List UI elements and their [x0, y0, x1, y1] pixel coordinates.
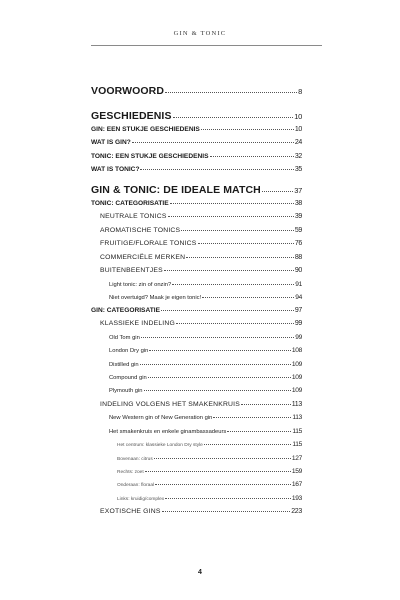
toc-entry-label: GIN: EEN STUKJE GESCHIEDENIS: [91, 126, 200, 133]
toc-entry-page: 10: [294, 126, 302, 133]
toc-entry-label: Onderaan: floraal: [117, 483, 155, 488]
toc-leader: [173, 117, 294, 118]
toc-entry-page: 10: [294, 112, 302, 121]
toc-leader: [201, 129, 294, 130]
toc-entry: [100, 401, 302, 408]
toc-entry: [109, 387, 302, 394]
toc-entry-label: TONIC: CATEGORISATIE: [91, 200, 169, 207]
toc-entry-page: 35: [294, 166, 302, 173]
toc-entry: [109, 428, 302, 435]
toc-entry: [91, 166, 302, 173]
toc-entry: [91, 126, 302, 133]
toc-entry: [117, 455, 302, 462]
toc-entry-label: Plymouth gin: [109, 388, 143, 394]
toc-entry: [100, 240, 302, 247]
toc-entry: [91, 184, 302, 196]
toc-entry: [117, 495, 302, 502]
toc-entry: [109, 294, 302, 301]
toc-leader: [162, 511, 291, 512]
toc-entry: [91, 110, 302, 122]
toc-leader: [164, 270, 294, 271]
toc-entry-label: EXOTISCHE GINS: [100, 508, 161, 515]
toc-entry-label: Rechts: zoet: [117, 470, 144, 475]
toc-entry-page: 59: [294, 227, 302, 234]
toc-entry-label: NEUTRALE TONICS: [100, 213, 167, 220]
toc-entry: [91, 139, 302, 146]
toc-leader: [168, 216, 294, 217]
toc-entry-page: 109: [291, 361, 302, 368]
toc-entry-page: 39: [294, 213, 302, 220]
toc-leader: [140, 364, 291, 365]
toc-entry: [91, 200, 302, 207]
toc-entry-label: Niet overtuigd? Maak je eigen tonic!: [109, 295, 202, 301]
toc-entry-label: WAT IS TONIC?: [91, 166, 140, 173]
toc-entry-label: New Western gin of New Generation gin: [109, 415, 213, 421]
toc-entry-label: Het centrum: klassieke London Dry style: [117, 443, 203, 448]
toc-entry-page: 97: [294, 307, 302, 314]
toc-leader: [241, 404, 291, 405]
toc-entry-page: 167: [291, 481, 302, 488]
toc-entry: [117, 481, 302, 488]
toc-leader: [172, 284, 294, 285]
toc-leader: [155, 484, 291, 485]
toc-leader: [165, 92, 297, 93]
toc-leader: [165, 498, 291, 499]
toc-leader: [176, 323, 294, 324]
toc-leader: [181, 230, 294, 231]
toc-leader: [198, 243, 294, 244]
toc-entry-label: Bovenaan: citrus: [117, 457, 153, 462]
toc-entry-label: COMMERCIËLE MERKEN: [100, 254, 186, 261]
toc-entry-label: TONIC: EEN STUKJE GESCHIEDENIS: [91, 153, 209, 160]
toc-entry-label: GESCHIEDENIS: [91, 110, 172, 122]
toc-entry-page: 24: [294, 139, 302, 146]
toc-leader: [213, 417, 291, 418]
toc-entry-label: VOORWOORD: [91, 85, 165, 97]
toc-entry-label: Light tonic: zin of onzin?: [109, 282, 172, 288]
toc-entry-label: GIN: CATEGORISATIE: [91, 307, 160, 314]
toc-entry: [100, 267, 302, 274]
toc-leader: [154, 458, 291, 459]
toc-entry-page: 115: [292, 428, 302, 435]
toc-entry-page: 32: [294, 153, 302, 160]
toc-entry-page: 99: [295, 334, 302, 341]
toc-entry-page: 109: [291, 374, 302, 381]
toc-entry: [109, 361, 302, 368]
toc-leader: [204, 444, 292, 445]
toc-leader: [170, 203, 294, 204]
toc-entry-label: Links: kruidig/complex: [117, 497, 165, 502]
toc-entry-page: 90: [294, 267, 302, 274]
toc-entry: [109, 374, 302, 381]
toc-leader: [145, 471, 291, 472]
toc-entry-page: 99: [294, 320, 302, 327]
toc-entry-page: 109: [291, 387, 302, 394]
toc-entry-page: 113: [291, 401, 302, 408]
toc-leader: [202, 297, 294, 298]
toc-entry-label: Het smakenkruis en enkele ginambassadeurs: [109, 429, 227, 435]
toc-entry: [100, 213, 302, 220]
toc-entry-label: Compound gin: [109, 375, 147, 381]
toc-leader: [132, 142, 294, 143]
toc-entry-label: BUITENBEENTJES: [100, 267, 163, 274]
toc-entry: [109, 334, 302, 341]
toc-leader: [141, 337, 294, 338]
toc-entry-label: GIN & TONIC: DE IDEALE MATCH: [91, 184, 261, 196]
toc-entry-label: FRUITIGE/FLORALE TONICS: [100, 240, 197, 247]
toc-entry-label: Distilled gin: [109, 362, 139, 368]
toc-leader: [149, 350, 291, 351]
toc-entry-label: INDELING VOLGENS HET SMAKENKRUIS: [100, 401, 240, 408]
toc-entry-page: 94: [295, 294, 302, 301]
toc-entry-page: 108: [291, 347, 302, 354]
toc-entry: [109, 414, 302, 421]
toc-entry: [91, 85, 302, 97]
toc-entry: [109, 347, 302, 354]
toc-entry-label: WAT IS GIN?: [91, 139, 131, 146]
toc-leader: [148, 377, 291, 378]
toc-leader: [161, 310, 294, 311]
toc-entry-page: 37: [294, 186, 302, 195]
toc-entry: [91, 153, 302, 160]
toc-leader: [186, 257, 294, 258]
toc-leader: [144, 390, 291, 391]
toc-entry: [109, 281, 302, 288]
toc-entry-page: 115: [292, 441, 302, 448]
toc-entry-page: 38: [294, 200, 302, 207]
toc-leader: [227, 431, 291, 432]
toc-entry-label: London Dry gin: [109, 348, 149, 354]
toc-leader: [140, 169, 293, 170]
toc-entry: [100, 320, 302, 327]
toc-entry: [91, 307, 302, 314]
toc-entry-label: KLASSIEKE INDELING: [100, 320, 175, 327]
toc-entry: [100, 508, 302, 515]
page-number: 4: [198, 569, 202, 576]
toc-entry-page: 91: [295, 281, 302, 288]
toc-entry: [117, 468, 302, 475]
toc-leader: [262, 191, 293, 192]
toc-entry: [100, 227, 302, 234]
toc-entry-page: 76: [294, 240, 302, 247]
toc-entry: [117, 441, 302, 448]
running-head: GIN & TONIC: [173, 30, 227, 37]
toc-entry-page: 113: [292, 414, 302, 421]
toc-entry-page: 223: [291, 508, 302, 515]
toc-entry-label: Old Tom gin: [109, 335, 140, 341]
toc-entry: [100, 254, 302, 261]
toc-entry-page: 193: [291, 495, 302, 502]
toc-entry-label: AROMATISCHE TONICS: [100, 227, 181, 234]
toc-leader: [210, 156, 294, 157]
toc-entry-page: 159: [291, 468, 302, 475]
toc-entry-page: 8: [298, 87, 302, 96]
toc-entry-page: 127: [291, 455, 302, 462]
toc-entry-page: 88: [294, 254, 302, 261]
